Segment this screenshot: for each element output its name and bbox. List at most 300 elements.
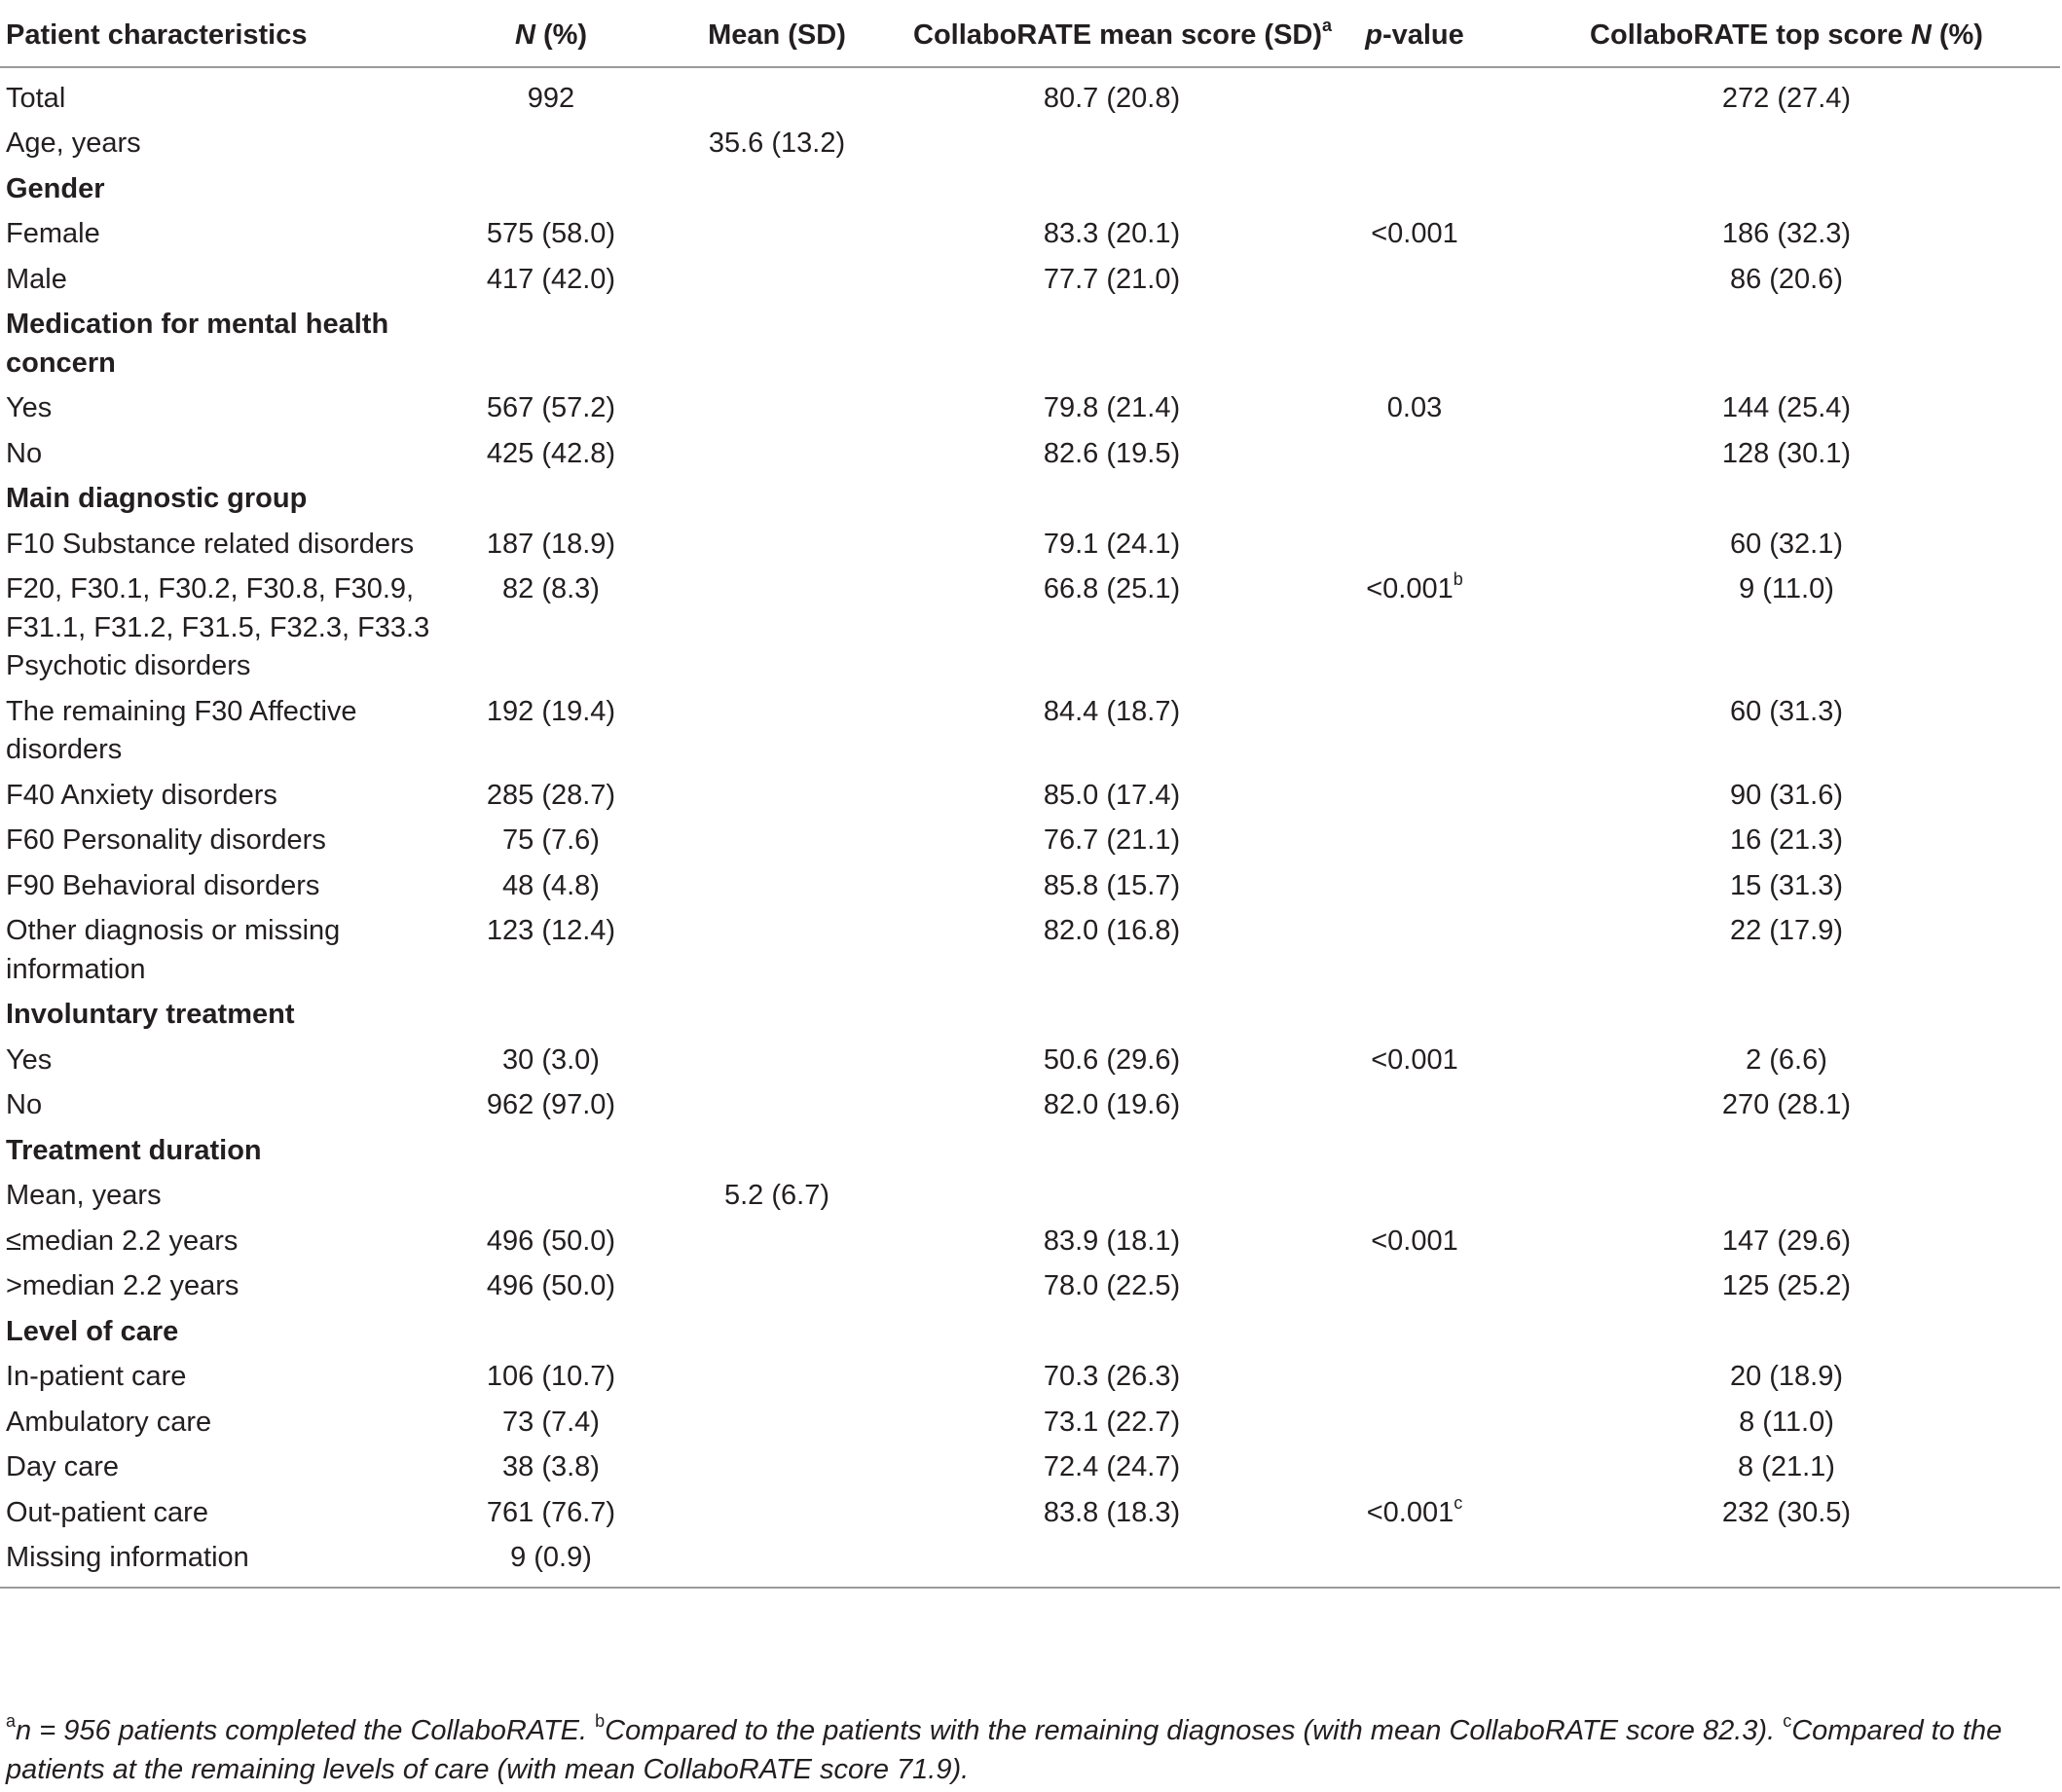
cell-top-score-value: 60 (32.1) [1729, 528, 1844, 560]
cell-p-value [1316, 431, 1513, 477]
cell-collaborate-mean [907, 818, 1316, 863]
cell-top-score-value: 9 (11.0) [1739, 573, 1834, 604]
cell-top-score-value: 20 (18.9) [1729, 1361, 1844, 1392]
header-top-score-text: CollaboRATE top score [1590, 19, 1911, 51]
table-row [0, 1219, 2060, 1264]
cell-n-percent [456, 908, 646, 992]
cell-n-percent-value: 575 (58.0) [486, 218, 616, 249]
cell-p-value [1316, 863, 1513, 909]
row-label: ≤median 2.2 years [6, 1225, 239, 1257]
cell-n-percent [456, 67, 646, 122]
cell-n-percent [456, 1535, 646, 1588]
header-top-score-n: N [1910, 19, 1932, 51]
cell-collaborate-mean-value: 78.0 (22.5) [1043, 1270, 1181, 1301]
cell-collaborate-mean-value: 80.7 (20.8) [1043, 82, 1181, 114]
empty-cell [1316, 302, 1513, 385]
empty-cell [1513, 476, 2060, 522]
section-label: Involuntary treatment [6, 999, 295, 1030]
cell-collaborate-mean [907, 257, 1316, 303]
cell-n-percent-value: 30 (3.0) [502, 1043, 600, 1076]
table-row [0, 1400, 2060, 1445]
empty-cell [646, 302, 907, 385]
table-footnote [6, 1711, 2050, 1789]
row-label: F40 Anxiety disorders [6, 779, 277, 811]
cell-mean-sd [646, 385, 907, 431]
cell-n-percent [456, 1038, 646, 1083]
cell-n-percent-value: 187 (18.9) [486, 528, 616, 560]
cell-collaborate-mean-value: 50.6 (29.6) [1043, 1043, 1181, 1076]
cell-top-score-value: 60 (31.3) [1729, 695, 1844, 727]
table-row [0, 1173, 2060, 1219]
row-label: Total [6, 82, 66, 114]
empty-cell [1513, 1309, 2060, 1355]
cell-p-value [1316, 1445, 1513, 1490]
row-label: No [6, 437, 43, 469]
cell-top-score [1513, 1263, 2060, 1309]
cell-collaborate-mean [907, 121, 1316, 166]
cell-p-value [1316, 818, 1513, 863]
cell-top-score-value: 2 (6.6) [1746, 1043, 1827, 1076]
table-row [0, 863, 2060, 909]
section-label: Medication for mental health concern [6, 309, 389, 379]
cell-n-percent [456, 257, 646, 303]
cell-n-percent-value: 123 (12.4) [486, 915, 616, 946]
cell-top-score [1513, 689, 2060, 773]
cell-collaborate-mean [907, 1400, 1316, 1445]
table-row [0, 1038, 2060, 1083]
empty-cell [907, 1309, 1316, 1355]
cell-top-score-value: 15 (31.3) [1729, 869, 1844, 901]
cell-collaborate-mean-value: 84.4 (18.7) [1043, 695, 1181, 727]
row-label: Male [6, 263, 67, 295]
cell-n-percent [456, 431, 646, 477]
cell-p-value [1316, 257, 1513, 303]
table-body [0, 67, 2060, 1588]
cell-p-value [1316, 567, 1513, 689]
cell-top-score [1513, 1173, 2060, 1219]
cell-n-percent-value: 82 (8.3) [502, 573, 600, 604]
header-p-italic: p [1365, 19, 1382, 51]
header-mean-sd: Mean (SD) [646, 12, 907, 67]
table-row [0, 689, 2060, 773]
cell-collaborate-mean [907, 522, 1316, 567]
cell-n-percent [456, 1445, 646, 1490]
cell-p-value [1316, 773, 1513, 819]
footnote-b-text: Compared to the patients with the remaining diagnoses (with mean CollaboRATE score 82.3). [605, 1715, 1784, 1746]
cell-top-score-value: 128 (30.1) [1721, 437, 1852, 469]
cell-n-percent [456, 863, 646, 909]
cell-top-score-value: 16 (21.3) [1729, 824, 1844, 856]
cell-top-score [1513, 1082, 2060, 1128]
cell-n-percent [456, 385, 646, 431]
cell-n-percent [456, 1263, 646, 1309]
cell-top-score-value: 125 (25.2) [1721, 1270, 1852, 1301]
cell-top-score-value: 8 (11.0) [1739, 1406, 1834, 1438]
cell-mean-sd [646, 522, 907, 567]
cell-top-score-value: 144 (25.4) [1721, 392, 1852, 423]
cell-collaborate-mean-value: 82.0 (16.8) [1043, 915, 1181, 946]
header-p-value-rest: -value [1381, 19, 1464, 51]
cell-n-percent-value: 192 (19.4) [486, 695, 616, 727]
cell-mean-sd [646, 863, 907, 909]
cell-collaborate-mean [907, 1082, 1316, 1128]
empty-cell [456, 992, 646, 1038]
cell-collaborate-mean [907, 1038, 1316, 1083]
section-header-row [0, 476, 2060, 522]
header-top-score [1513, 12, 2060, 67]
cell-top-score [1513, 1490, 2060, 1536]
row-label: F10 Substance related disorders [6, 528, 415, 560]
section-label: Treatment duration [6, 1134, 262, 1166]
table-row [0, 121, 2060, 166]
cell-collaborate-mean-value: 73.1 (22.7) [1043, 1406, 1181, 1438]
cell-top-score-value: 86 (20.6) [1729, 263, 1844, 295]
cell-p-value-value: <0.001 [1366, 1496, 1454, 1528]
cell-n-percent-value: 48 (4.8) [502, 869, 600, 901]
cell-n-percent [456, 567, 646, 689]
cell-top-score-value: 90 (31.6) [1729, 779, 1844, 811]
cell-p-value-value: <0.001 [1371, 1043, 1458, 1076]
cell-collaborate-mean [907, 1173, 1316, 1219]
empty-cell [1513, 1128, 2060, 1174]
footnote-a-text: n = 956 patients completed the CollaboRATE. [16, 1715, 596, 1746]
cell-collaborate-mean-value: 83.8 (18.3) [1043, 1496, 1181, 1528]
cell-n-percent [456, 1173, 646, 1219]
cell-p-value [1316, 1219, 1513, 1264]
cell-collaborate-mean-value: 83.9 (18.1) [1043, 1225, 1181, 1257]
cell-collaborate-mean [907, 908, 1316, 992]
empty-cell [1316, 166, 1513, 212]
header-top-score-rest: (%) [1931, 19, 1983, 51]
cell-n-percent [456, 211, 646, 257]
cell-n-percent-value: 106 (10.7) [486, 1361, 616, 1392]
empty-cell [1316, 1309, 1513, 1355]
cell-mean-sd [646, 773, 907, 819]
empty-cell [456, 476, 646, 522]
cell-n-percent-value: 9 (0.9) [510, 1542, 592, 1573]
empty-cell [1316, 1128, 1513, 1174]
cell-p-value [1316, 67, 1513, 122]
cell-n-percent [456, 522, 646, 567]
cell-collaborate-mean-value: 77.7 (21.0) [1043, 263, 1181, 295]
cell-mean-sd [646, 431, 907, 477]
table-row [0, 818, 2060, 863]
empty-cell [1316, 992, 1513, 1038]
cell-mean-sd [646, 257, 907, 303]
row-label: F60 Personality disorders [6, 824, 326, 856]
section-label: Gender [6, 172, 105, 204]
cell-n-percent [456, 773, 646, 819]
empty-cell [646, 992, 907, 1038]
empty-cell [907, 302, 1316, 385]
table-row [0, 1445, 2060, 1490]
cell-top-score-value: 22 (17.9) [1729, 915, 1844, 946]
cell-top-score [1513, 1400, 2060, 1445]
cell-collaborate-mean-value: 66.8 (25.1) [1043, 573, 1181, 604]
cell-n-percent-value: 496 (50.0) [486, 1270, 616, 1301]
cell-collaborate-mean-value: 85.8 (15.7) [1043, 869, 1181, 901]
row-label: Yes [6, 1043, 53, 1076]
empty-cell [907, 992, 1316, 1038]
cell-mean-sd [646, 567, 907, 689]
cell-collaborate-mean [907, 689, 1316, 773]
row-label: The remaining F30 Affective disorders [6, 695, 357, 765]
header-p-value [1316, 12, 1513, 67]
cell-n-percent-value: 496 (50.0) [486, 1225, 616, 1257]
cell-n-percent-value: 285 (28.7) [486, 779, 616, 811]
cell-n-percent [456, 1490, 646, 1536]
cell-collaborate-mean [907, 1219, 1316, 1264]
cell-top-score [1513, 1038, 2060, 1083]
cell-collaborate-mean [907, 67, 1316, 122]
cell-p-value [1316, 1400, 1513, 1445]
cell-top-score [1513, 818, 2060, 863]
table-row [0, 567, 2060, 689]
cell-top-score-value: 270 (28.1) [1721, 1089, 1852, 1120]
cell-collaborate-mean-value: 82.6 (19.5) [1043, 437, 1181, 469]
row-label: Female [6, 218, 100, 249]
cell-collaborate-mean [907, 773, 1316, 819]
empty-cell [1316, 476, 1513, 522]
cell-n-percent [456, 1219, 646, 1264]
footnote-b-marker: b [595, 1711, 606, 1732]
cell-p-value-value: <0.001 [1371, 1225, 1458, 1257]
table-row [0, 1263, 2060, 1309]
cell-n-percent-value: 425 (42.8) [486, 437, 616, 469]
cell-collaborate-mean [907, 211, 1316, 257]
empty-cell [646, 476, 907, 522]
empty-cell [1513, 166, 2060, 212]
cell-top-score [1513, 908, 2060, 992]
empty-cell [907, 1128, 1316, 1174]
cell-mean-sd-value: 35.6 (13.2) [708, 128, 846, 159]
cell-collaborate-mean [907, 1535, 1316, 1588]
table-row [0, 908, 2060, 992]
empty-cell [456, 166, 646, 212]
row-label: Day care [6, 1451, 120, 1482]
row-label: >median 2.2 years [6, 1270, 239, 1301]
cell-mean-sd [646, 1400, 907, 1445]
row-label: Other diagnosis or missing information [6, 915, 341, 985]
patient-characteristics-table [0, 12, 2060, 1589]
section-header-row [0, 1128, 2060, 1174]
cell-mean-sd [646, 689, 907, 773]
table-row [0, 1082, 2060, 1128]
cell-p-value [1316, 689, 1513, 773]
cell-collaborate-mean-value: 85.0 (17.4) [1043, 779, 1181, 811]
cell-top-score [1513, 211, 2060, 257]
cell-collaborate-mean [907, 1263, 1316, 1309]
cell-top-score [1513, 567, 2060, 689]
cell-collaborate-mean [907, 567, 1316, 689]
empty-cell [907, 166, 1316, 212]
cell-top-score [1513, 1219, 2060, 1264]
cell-collaborate-mean-value: 70.3 (26.3) [1043, 1361, 1181, 1392]
cell-top-score [1513, 257, 2060, 303]
table-row [0, 385, 2060, 431]
cell-mean-sd [646, 1354, 907, 1400]
cell-mean-sd-value: 5.2 (6.7) [724, 1180, 829, 1211]
row-label: Missing information [0, 1535, 456, 1588]
cell-p-value [1316, 1490, 1513, 1536]
cell-mean-sd [646, 211, 907, 257]
cell-mean-sd [646, 67, 907, 122]
cell-mean-sd [646, 121, 907, 166]
section-header-row [0, 302, 2060, 385]
cell-mean-sd [646, 1173, 907, 1219]
table-row [0, 1490, 2060, 1536]
row-label: Mean, years [6, 1180, 162, 1211]
empty-cell [456, 1128, 646, 1174]
header-n-percent-rest: (%) [534, 19, 588, 51]
cell-n-percent-value: 962 (97.0) [486, 1089, 616, 1120]
cell-n-percent-value: 567 (57.2) [486, 392, 616, 423]
cell-top-score-value: 8 (21.1) [1738, 1451, 1835, 1482]
cell-mean-sd [646, 1082, 907, 1128]
cell-top-score [1513, 863, 2060, 909]
cell-n-percent-value: 417 (42.0) [486, 263, 616, 295]
cell-p-value-value: <0.001 [1371, 218, 1458, 249]
table-row [0, 1354, 2060, 1400]
row-label: In-patient care [6, 1361, 187, 1392]
cell-top-score-value: 147 (29.6) [1721, 1225, 1852, 1257]
table-row [0, 773, 2060, 819]
cell-collaborate-mean [907, 385, 1316, 431]
row-label: Yes [6, 392, 53, 423]
row-label: Out-patient care [6, 1496, 208, 1528]
cell-collaborate-mean [907, 431, 1316, 477]
cell-mean-sd [646, 908, 907, 992]
section-header-row [0, 166, 2060, 212]
row-label: F20, F30.1, F30.2, F30.8, F30.9, F31.1, F31.2, F31.5, F32.3, F33.3 Psychotic disorders [6, 573, 430, 681]
cell-n-percent [456, 121, 646, 166]
section-label: Main diagnostic group [6, 483, 308, 514]
table-row [0, 211, 2060, 257]
table-row [0, 1535, 2060, 1588]
header-row [0, 12, 2060, 67]
cell-top-score [1513, 121, 2060, 166]
footnote-a-marker: a [6, 1711, 17, 1732]
empty-cell [1513, 992, 2060, 1038]
table-row [0, 522, 2060, 567]
cell-top-score-value: 272 (27.4) [1721, 82, 1852, 114]
cell-n-percent [456, 818, 646, 863]
cell-top-score [1513, 385, 2060, 431]
row-label: F90 Behavioral disorders [6, 869, 320, 901]
cell-p-value [1316, 1263, 1513, 1309]
table-row [0, 257, 2060, 303]
cell-collaborate-mean-value: 79.8 (21.4) [1043, 392, 1181, 423]
cell-mean-sd [646, 1445, 907, 1490]
cell-p-value [1316, 1082, 1513, 1128]
cell-mean-sd [646, 1490, 907, 1536]
row-label: Age, years [6, 128, 141, 159]
header-collaborate-mean [907, 12, 1333, 67]
cell-mean-sd [646, 1263, 907, 1309]
empty-cell [907, 476, 1316, 522]
cell-top-score [1513, 773, 2060, 819]
cell-top-score-value: 232 (30.5) [1721, 1496, 1852, 1528]
cell-collaborate-mean-value: 76.7 (21.1) [1043, 824, 1181, 856]
empty-cell [456, 1309, 646, 1355]
table-header [0, 12, 2060, 67]
cell-collaborate-mean [907, 1445, 1316, 1490]
cell-collaborate-mean-value: 83.3 (20.1) [1043, 218, 1181, 249]
cell-n-percent-value: 761 (76.7) [486, 1496, 616, 1528]
section-header-row [0, 992, 2060, 1038]
cell-top-score [1513, 1445, 2060, 1490]
footnote-c-marker: c [1783, 1711, 1792, 1732]
cell-mean-sd [646, 818, 907, 863]
cell-n-percent-value: 992 [527, 82, 575, 114]
cell-collaborate-mean-value: 72.4 (24.7) [1043, 1451, 1181, 1482]
cell-n-percent [456, 689, 646, 773]
cell-p-value [1316, 1173, 1513, 1219]
footnote-c-text: Compared to the patients at the remaining levels of care (with mean CollaboRATE score 71.9). [6, 1715, 2003, 1785]
cell-p-value [1316, 1038, 1513, 1083]
cell-p-value [1316, 1535, 1513, 1588]
cell-p-value [1316, 385, 1513, 431]
table-row [0, 67, 2060, 122]
cell-collaborate-mean-value: 82.0 (19.6) [1043, 1089, 1181, 1120]
header-collaborate-mean-sup: a [1322, 16, 1333, 36]
row-label: Ambulatory care [6, 1406, 212, 1438]
cell-p-value [1316, 908, 1513, 992]
cell-top-score [1513, 1354, 2060, 1400]
header-n-italic: N [514, 19, 535, 51]
header-collaborate-mean-text: CollaboRATE mean score (SD) [913, 19, 1323, 51]
table-row [0, 431, 2060, 477]
cell-p-value [1316, 211, 1513, 257]
cell-p-value-value: <0.001 [1366, 573, 1454, 604]
p-value-footnote-marker: c [1454, 1492, 1463, 1513]
cell-n-percent-value: 75 (7.6) [502, 824, 600, 856]
empty-cell [646, 166, 907, 212]
cell-n-percent [456, 1354, 646, 1400]
empty-cell [646, 1309, 907, 1355]
cell-collaborate-mean [907, 1354, 1316, 1400]
cell-mean-sd [646, 1535, 907, 1588]
cell-top-score [1513, 431, 2060, 477]
cell-p-value [1316, 1354, 1513, 1400]
empty-cell [1513, 302, 2060, 385]
header-n-percent [456, 12, 646, 67]
cell-collaborate-mean-value: 79.1 (24.1) [1043, 528, 1181, 560]
cell-n-percent [456, 1400, 646, 1445]
cell-mean-sd [646, 1038, 907, 1083]
empty-cell [456, 302, 646, 385]
section-header-row [0, 1309, 2060, 1355]
cell-top-score [1513, 522, 2060, 567]
row-label: No [6, 1089, 43, 1120]
cell-n-percent-value: 73 (7.4) [502, 1406, 600, 1438]
cell-top-score [1513, 1535, 2060, 1588]
cell-collaborate-mean [907, 1490, 1316, 1536]
cell-top-score-value: 186 (32.3) [1721, 218, 1852, 249]
cell-p-value [1316, 522, 1513, 567]
cell-n-percent-value: 38 (3.8) [502, 1451, 600, 1482]
empty-cell [646, 1128, 907, 1174]
cell-n-percent [456, 1082, 646, 1128]
p-value-footnote-marker: b [1453, 569, 1463, 590]
header-patient-characteristics: Patient characteristics [0, 12, 456, 67]
cell-top-score [1513, 67, 2060, 122]
cell-p-value-value: 0.03 [1386, 392, 1443, 423]
cell-collaborate-mean [907, 863, 1316, 909]
cell-p-value [1316, 121, 1513, 166]
section-label: Level of care [6, 1315, 179, 1347]
cell-mean-sd [646, 1219, 907, 1264]
